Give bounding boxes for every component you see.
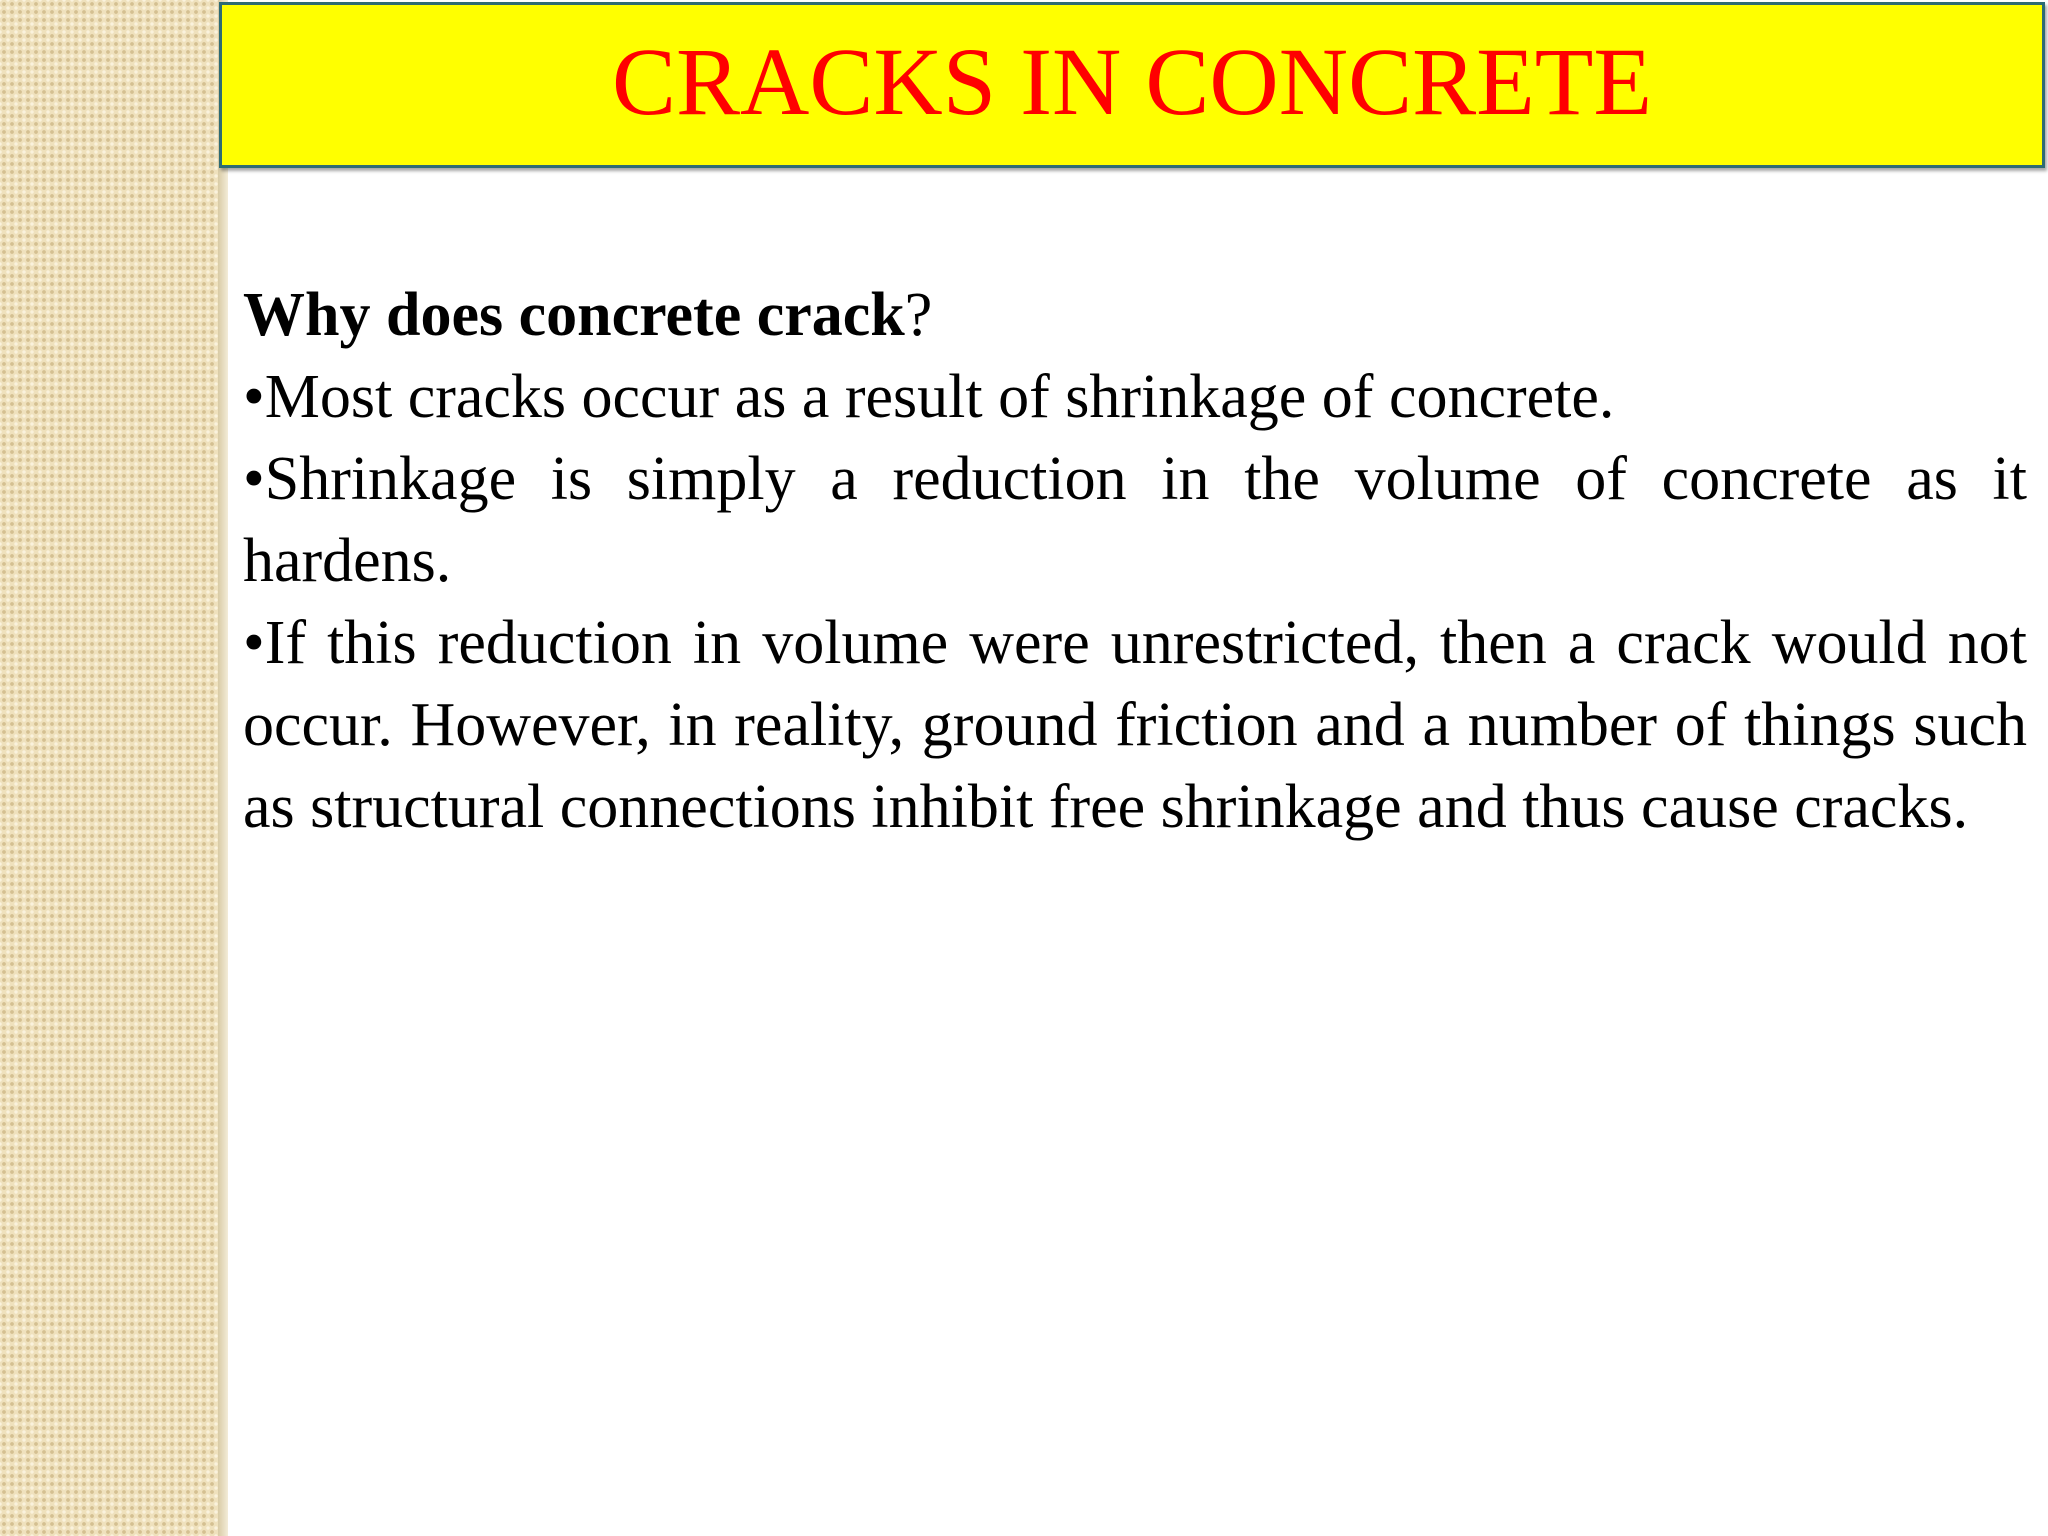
question-bold-text: Why does concrete crack xyxy=(243,281,905,349)
question-mark: ? xyxy=(904,281,933,349)
title-banner xyxy=(219,2,2045,168)
slide-body xyxy=(243,274,2027,848)
bullet-item-3: •If this reduction in volume were unrestricted, then a crack would not occur. However, in reality, ground friction and a number of things such as structural connections inhibit free shrinkage and thus cause cracks. xyxy=(243,609,2027,841)
side-panel-edge xyxy=(218,0,228,1536)
decorative-side-panel xyxy=(0,0,218,1536)
slide-title: CRACKS IN CONCRETE xyxy=(611,28,1653,135)
bullet-item-2: •Shrinkage is simply a reduction in the volume of concrete as it hardens. xyxy=(243,445,2027,595)
question-line xyxy=(243,274,2027,356)
bullet-item-1: •Most cracks occur as a result of shrinkage of concrete. xyxy=(243,363,1615,431)
